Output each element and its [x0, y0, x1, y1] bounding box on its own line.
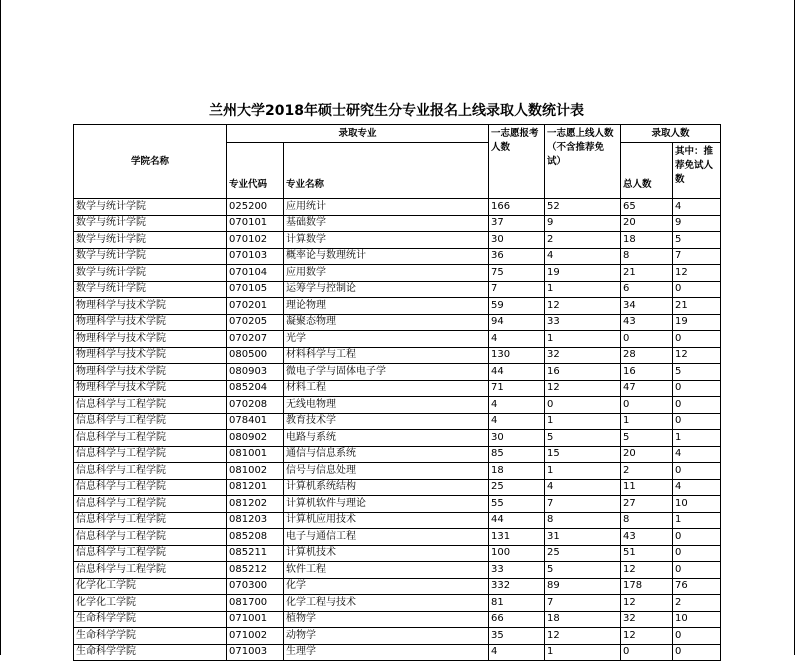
table-row: [74, 446, 721, 463]
cell-total: 32: [621, 611, 673, 628]
cell-code: 070102: [227, 232, 284, 249]
cell-code: 080500: [227, 347, 284, 364]
cell-code: 085208: [227, 529, 284, 546]
cell-college: 物理科学与技术学院: [74, 314, 227, 331]
cell-code: 081001: [227, 446, 284, 463]
cell-major-name: 计算机应用技术: [284, 512, 489, 529]
cell-major-name: 信号与信息处理: [284, 463, 489, 480]
admission-stats-table: [73, 124, 721, 661]
cell-major-name: 通信与信息系统: [284, 446, 489, 463]
cell-first-choice: 35: [489, 628, 545, 645]
cell-major-name: 植物学: [284, 611, 489, 628]
cell-major-name: 运筹学与控制论: [284, 281, 489, 298]
cell-college: 物理科学与技术学院: [74, 331, 227, 348]
header-code: 专业代码: [227, 143, 284, 199]
cell-first-choice: 33: [489, 562, 545, 579]
cell-total: 16: [621, 364, 673, 381]
cell-passed: 4: [545, 479, 621, 496]
cell-major-name: 计算数学: [284, 232, 489, 249]
cell-first-choice: 94: [489, 314, 545, 331]
cell-total: 6: [621, 281, 673, 298]
cell-total: 12: [621, 595, 673, 612]
cell-passed: 8: [545, 512, 621, 529]
cell-passed: 7: [545, 595, 621, 612]
cell-college: 数学与统计学院: [74, 281, 227, 298]
cell-exempt: 12: [673, 347, 721, 364]
cell-total: 12: [621, 562, 673, 579]
cell-passed: 1: [545, 331, 621, 348]
cell-code: 025200: [227, 199, 284, 216]
cell-college: 生命科学学院: [74, 628, 227, 645]
cell-first-choice: 4: [489, 413, 545, 430]
cell-passed: 12: [545, 298, 621, 315]
cell-first-choice: 44: [489, 364, 545, 381]
cell-passed: 19: [545, 265, 621, 282]
cell-code: 070205: [227, 314, 284, 331]
cell-exempt: 4: [673, 199, 721, 216]
cell-total: 20: [621, 215, 673, 232]
cell-major-name: 应用统计: [284, 199, 489, 216]
cell-exempt: 76: [673, 578, 721, 595]
cell-first-choice: 55: [489, 496, 545, 513]
cell-major-name: 生理学: [284, 644, 489, 661]
header-major-group: 录取专业: [227, 125, 489, 143]
cell-code: 070300: [227, 578, 284, 595]
cell-college: 化学化工学院: [74, 578, 227, 595]
cell-first-choice: 332: [489, 578, 545, 595]
cell-first-choice: 37: [489, 215, 545, 232]
cell-college: 生命科学学院: [74, 611, 227, 628]
cell-total: 0: [621, 331, 673, 348]
cell-major-name: 微电子学与固体电子学: [284, 364, 489, 381]
cell-college: 信息科学与工程学院: [74, 463, 227, 480]
cell-total: 12: [621, 628, 673, 645]
cell-first-choice: 85: [489, 446, 545, 463]
cell-major-name: 电路与系统: [284, 430, 489, 447]
cell-major-name: 计算机技术: [284, 545, 489, 562]
cell-code: 070101: [227, 215, 284, 232]
cell-exempt: 9: [673, 215, 721, 232]
cell-passed: 89: [545, 578, 621, 595]
cell-college: 物理科学与技术学院: [74, 380, 227, 397]
cell-code: 071001: [227, 611, 284, 628]
cell-code: 070105: [227, 281, 284, 298]
cell-first-choice: 18: [489, 463, 545, 480]
cell-passed: 4: [545, 248, 621, 265]
cell-code: 080903: [227, 364, 284, 381]
table-row: [74, 512, 721, 529]
table-row: [74, 463, 721, 480]
cell-passed: 33: [545, 314, 621, 331]
cell-exempt: 0: [673, 529, 721, 546]
cell-total: 51: [621, 545, 673, 562]
cell-code: 071002: [227, 628, 284, 645]
cell-major-name: 教育技术学: [284, 413, 489, 430]
table-row: [74, 281, 721, 298]
cell-exempt: 0: [673, 562, 721, 579]
cell-passed: 18: [545, 611, 621, 628]
cell-passed: 32: [545, 347, 621, 364]
table-row: [74, 232, 721, 249]
cell-exempt: 0: [673, 628, 721, 645]
table-row: [74, 347, 721, 364]
table-row: [74, 364, 721, 381]
cell-college: 信息科学与工程学院: [74, 446, 227, 463]
cell-exempt: 10: [673, 496, 721, 513]
table-body: [74, 199, 721, 661]
table-row: [74, 595, 721, 612]
table-row: [74, 628, 721, 645]
table-row: [74, 215, 721, 232]
cell-major-name: 材料工程: [284, 380, 489, 397]
cell-major-name: 化学: [284, 578, 489, 595]
cell-total: 65: [621, 199, 673, 216]
cell-passed: 16: [545, 364, 621, 381]
header-name: 专业名称: [284, 143, 489, 199]
cell-total: 0: [621, 397, 673, 414]
cell-major-name: 计算机软件与理论: [284, 496, 489, 513]
cell-exempt: 19: [673, 314, 721, 331]
cell-major-name: 电子与通信工程: [284, 529, 489, 546]
cell-passed: 7: [545, 496, 621, 513]
cell-college: 数学与统计学院: [74, 199, 227, 216]
cell-exempt: 12: [673, 265, 721, 282]
table-row: [74, 380, 721, 397]
cell-passed: 5: [545, 430, 621, 447]
cell-college: 信息科学与工程学院: [74, 562, 227, 579]
cell-total: 43: [621, 529, 673, 546]
cell-total: 34: [621, 298, 673, 315]
cell-code: 071003: [227, 644, 284, 661]
cell-college: 信息科学与工程学院: [74, 397, 227, 414]
table-row: [74, 611, 721, 628]
table-row: [74, 298, 721, 315]
document-title: 兰州大学2018年硕士研究生分专业报名上线录取人数统计表: [209, 103, 584, 119]
table-row: [74, 314, 721, 331]
cell-total: 0: [621, 644, 673, 661]
cell-first-choice: 130: [489, 347, 545, 364]
cell-total: 178: [621, 578, 673, 595]
cell-code: 070208: [227, 397, 284, 414]
cell-code: 081002: [227, 463, 284, 480]
page-edge-right: [794, 0, 795, 655]
cell-major-name: 软件工程: [284, 562, 489, 579]
cell-first-choice: 131: [489, 529, 545, 546]
cell-passed: 1: [545, 463, 621, 480]
table-row: [74, 265, 721, 282]
cell-passed: 1: [545, 644, 621, 661]
cell-code: 081700: [227, 595, 284, 612]
cell-code: 070103: [227, 248, 284, 265]
cell-first-choice: 4: [489, 397, 545, 414]
cell-code: 081202: [227, 496, 284, 513]
cell-passed: 1: [545, 413, 621, 430]
cell-college: 数学与统计学院: [74, 248, 227, 265]
cell-first-choice: 25: [489, 479, 545, 496]
cell-passed: 12: [545, 628, 621, 645]
cell-major-name: 凝聚态物理: [284, 314, 489, 331]
cell-first-choice: 30: [489, 232, 545, 249]
table-row: [74, 545, 721, 562]
cell-exempt: 0: [673, 380, 721, 397]
cell-college: 物理科学与技术学院: [74, 347, 227, 364]
cell-total: 27: [621, 496, 673, 513]
header-first-choice: 一志愿报考人数: [489, 125, 545, 199]
table-row: [74, 578, 721, 595]
cell-passed: 15: [545, 446, 621, 463]
cell-exempt: 0: [673, 397, 721, 414]
cell-major-name: 基础数学: [284, 215, 489, 232]
cell-exempt: 5: [673, 364, 721, 381]
cell-first-choice: 4: [489, 644, 545, 661]
cell-passed: 9: [545, 215, 621, 232]
header-admitted-group: 录取人数: [621, 125, 721, 143]
cell-major-name: 化学工程与技术: [284, 595, 489, 612]
cell-code: 070201: [227, 298, 284, 315]
cell-college: 信息科学与工程学院: [74, 479, 227, 496]
cell-major-name: 材料科学与工程: [284, 347, 489, 364]
header-college: 学院名称: [74, 125, 227, 199]
cell-passed: 0: [545, 397, 621, 414]
cell-passed: 5: [545, 562, 621, 579]
cell-major-name: 动物学: [284, 628, 489, 645]
cell-exempt: 5: [673, 232, 721, 249]
cell-college: 生命科学学院: [74, 644, 227, 661]
cell-major-name: 理论物理: [284, 298, 489, 315]
cell-total: 8: [621, 248, 673, 265]
cell-first-choice: 59: [489, 298, 545, 315]
cell-code: 078401: [227, 413, 284, 430]
table-row: [74, 496, 721, 513]
cell-code: 080902: [227, 430, 284, 447]
cell-exempt: 4: [673, 479, 721, 496]
cell-college: 信息科学与工程学院: [74, 512, 227, 529]
cell-exempt: 1: [673, 430, 721, 447]
header-exempt: 其中：推荐免试人数: [673, 143, 721, 199]
cell-first-choice: 100: [489, 545, 545, 562]
cell-first-choice: 44: [489, 512, 545, 529]
cell-college: 数学与统计学院: [74, 265, 227, 282]
header-total: 总人数: [621, 143, 673, 199]
cell-college: 信息科学与工程学院: [74, 413, 227, 430]
cell-code: 081201: [227, 479, 284, 496]
cell-total: 28: [621, 347, 673, 364]
cell-college: 数学与统计学院: [74, 215, 227, 232]
cell-total: 20: [621, 446, 673, 463]
cell-first-choice: 81: [489, 595, 545, 612]
cell-major-name: 概率论与数理统计: [284, 248, 489, 265]
cell-college: 化学化工学院: [74, 595, 227, 612]
cell-exempt: 0: [673, 463, 721, 480]
cell-exempt: 2: [673, 595, 721, 612]
table-row: [74, 331, 721, 348]
cell-passed: 2: [545, 232, 621, 249]
cell-total: 18: [621, 232, 673, 249]
cell-college: 信息科学与工程学院: [74, 430, 227, 447]
cell-exempt: 21: [673, 298, 721, 315]
cell-exempt: 0: [673, 644, 721, 661]
cell-exempt: 0: [673, 331, 721, 348]
cell-exempt: 7: [673, 248, 721, 265]
table-row: [74, 562, 721, 579]
cell-total: 47: [621, 380, 673, 397]
cell-passed: 31: [545, 529, 621, 546]
cell-first-choice: 4: [489, 331, 545, 348]
cell-total: 1: [621, 413, 673, 430]
cell-passed: 12: [545, 380, 621, 397]
cell-total: 21: [621, 265, 673, 282]
cell-first-choice: 36: [489, 248, 545, 265]
table-row: [74, 199, 721, 216]
table-row: [74, 397, 721, 414]
header-passed: 一志愿上线人数（不含推荐免试）: [545, 125, 621, 199]
cell-college: 信息科学与工程学院: [74, 496, 227, 513]
cell-exempt: 0: [673, 413, 721, 430]
cell-passed: 1: [545, 281, 621, 298]
cell-major-name: 光学: [284, 331, 489, 348]
page-edge-left: [0, 0, 1, 655]
cell-first-choice: 166: [489, 199, 545, 216]
cell-major-name: 应用数学: [284, 265, 489, 282]
cell-exempt: 0: [673, 281, 721, 298]
table-row: [74, 644, 721, 661]
cell-first-choice: 7: [489, 281, 545, 298]
cell-code: 070207: [227, 331, 284, 348]
cell-exempt: 1: [673, 512, 721, 529]
cell-exempt: 4: [673, 446, 721, 463]
cell-first-choice: 30: [489, 430, 545, 447]
cell-college: 信息科学与工程学院: [74, 529, 227, 546]
cell-college: 物理科学与技术学院: [74, 298, 227, 315]
cell-total: 2: [621, 463, 673, 480]
table-row: [74, 248, 721, 265]
cell-passed: 52: [545, 199, 621, 216]
cell-college: 物理科学与技术学院: [74, 364, 227, 381]
table-row: [74, 529, 721, 546]
cell-first-choice: 75: [489, 265, 545, 282]
cell-total: 5: [621, 430, 673, 447]
table-row: [74, 430, 721, 447]
cell-college: 信息科学与工程学院: [74, 545, 227, 562]
cell-college: 数学与统计学院: [74, 232, 227, 249]
cell-total: 8: [621, 512, 673, 529]
table-row: [74, 413, 721, 430]
cell-major-name: 无线电物理: [284, 397, 489, 414]
cell-total: 43: [621, 314, 673, 331]
cell-total: 11: [621, 479, 673, 496]
cell-code: 081203: [227, 512, 284, 529]
cell-code: 070104: [227, 265, 284, 282]
cell-code: 085211: [227, 545, 284, 562]
cell-exempt: 0: [673, 545, 721, 562]
cell-first-choice: 66: [489, 611, 545, 628]
cell-passed: 25: [545, 545, 621, 562]
cell-major-name: 计算机系统结构: [284, 479, 489, 496]
cell-code: 085204: [227, 380, 284, 397]
table-row: [74, 479, 721, 496]
cell-first-choice: 71: [489, 380, 545, 397]
cell-code: 085212: [227, 562, 284, 579]
cell-exempt: 10: [673, 611, 721, 628]
